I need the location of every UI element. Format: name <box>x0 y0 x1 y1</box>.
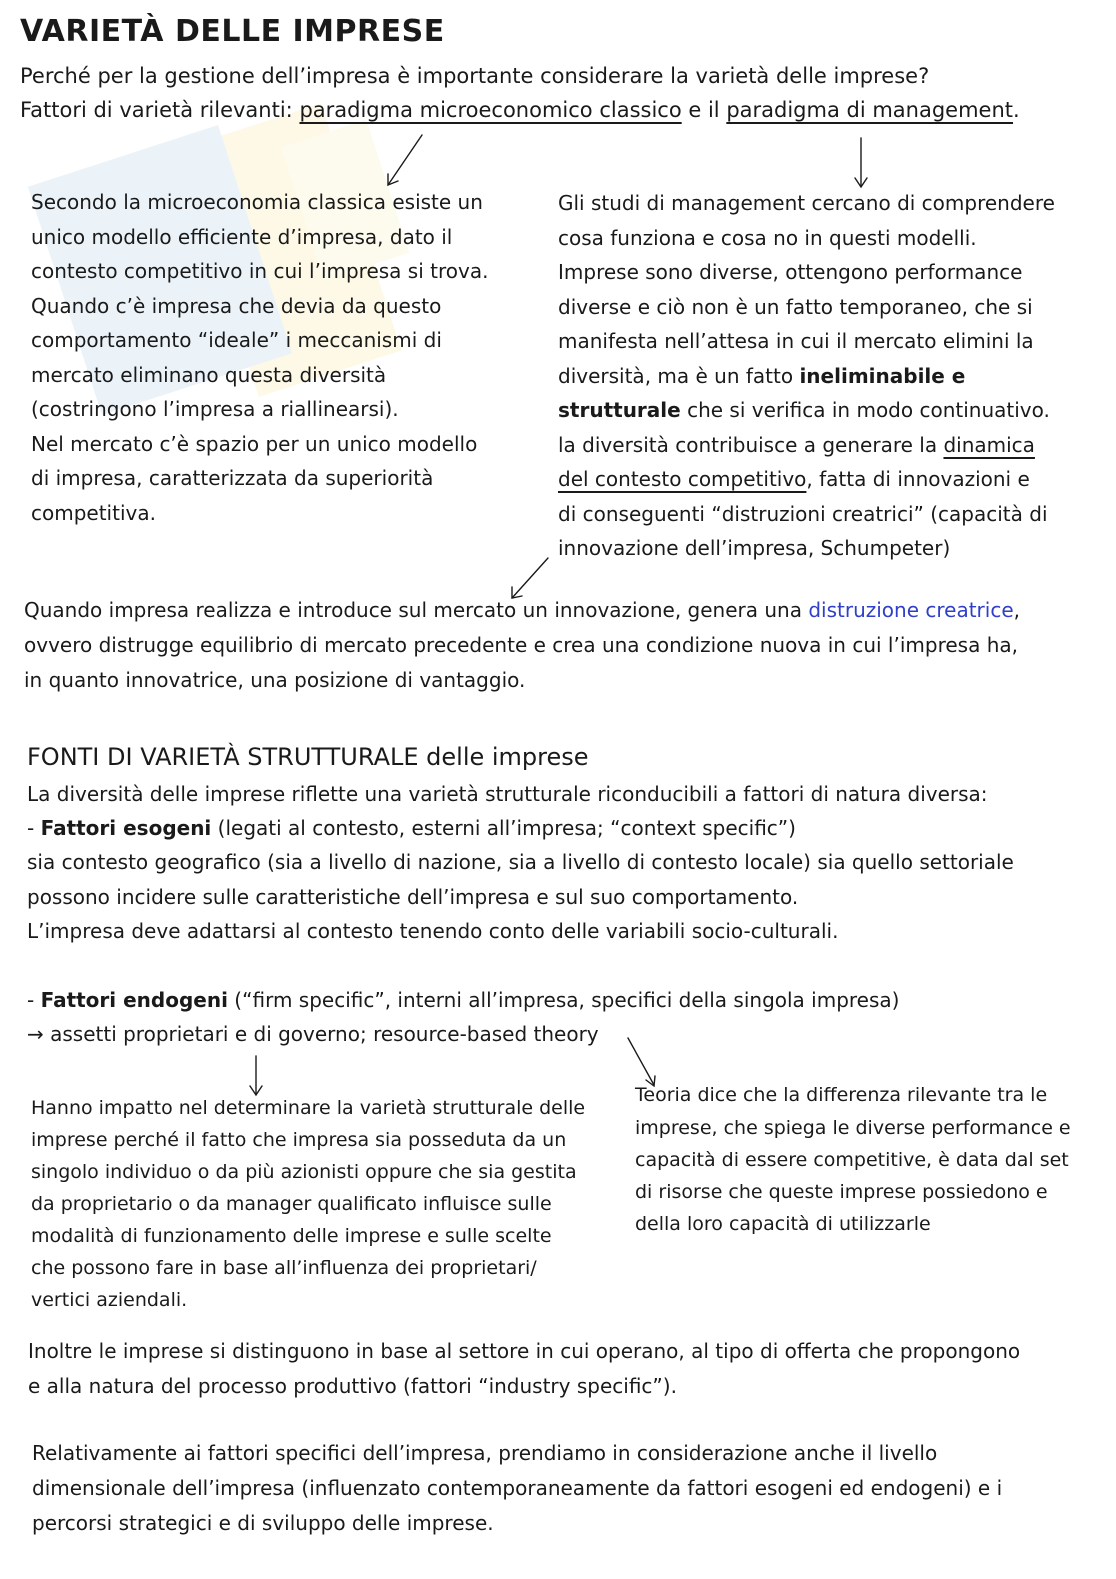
factors-end: . <box>1013 98 1020 122</box>
dimension-line: percorsi strategici e di sviluppo delle imprese. <box>32 1511 494 1535</box>
arrow-to-ownership-icon <box>250 1056 262 1095</box>
micro-line: comportamento “ideale” i meccanismi di <box>31 328 442 352</box>
mgmt-line: innovazione dell’impresa, Schumpeter) <box>558 536 951 560</box>
ownership-line: modalità di funzionamento delle imprese e sulle scelte <box>31 1225 552 1247</box>
mgmt-text: che si verifica in modo continuativo. <box>680 398 1050 422</box>
creative-line: ovvero distrugge equilibrio di mercato precedente e crea una condizione nuova in cui l’impresa ha, <box>24 633 1018 657</box>
exogenous-line: sia contesto geografico (sia a livello di nazione, sia a livello di contesto locale) sia quello settoriale <box>27 850 1014 874</box>
exogenous-desc: (legati al contesto, esterni all’impresa; “context specific”) <box>211 816 796 840</box>
micro-line: Quando c’è impresa che devia da questo <box>31 293 442 318</box>
mgmt-text: , fatta di innovazioni e <box>806 467 1030 491</box>
mgmt-line: diverse e ciò non è un fatto temporaneo, che si <box>558 294 1033 319</box>
arrow-to-micro-icon <box>388 135 422 185</box>
dimension-line: dimensionale dell’impresa (influenzato contemporaneamente da fattori esogeni ed endogeni) e i <box>32 1476 1003 1500</box>
ownership-line: che possono fare in base all’influenza dei proprietari/ <box>31 1257 537 1279</box>
section-heading: FONTI DI VARIETÀ STRUTTURALE delle imprese <box>27 743 589 771</box>
dash: - <box>27 816 41 840</box>
creative-text: , <box>1013 598 1020 622</box>
exogenous-line: L’impresa deve adattarsi al contesto tenendo conto delle variabili socio-culturali. <box>27 919 839 943</box>
theory-line: Teoria dice che la differenza rilevante tra le <box>635 1084 1048 1106</box>
exogenous-line: possono incidere sulle caratteristiche dell’impresa e sul suo comportamento. <box>27 884 799 909</box>
paradigm-micro-link: paradigma microeconomico classico <box>299 98 682 122</box>
ownership-line: da proprietario o da manager qualificato influisce sulle <box>31 1193 552 1215</box>
dash: - <box>27 988 41 1012</box>
industry-line: e alla natura del processo produttivo (fattori “industry specific”). <box>28 1374 677 1398</box>
mgmt-underlined: del contesto competitivo <box>558 467 807 491</box>
endogenous-desc: (“firm specific”, interni all’impresa, specifici della singola impresa) <box>227 988 900 1012</box>
mgmt-text: diversità, ma è un fatto <box>558 363 800 388</box>
micro-line: (costringono l’impresa a riallinearsi). <box>31 397 399 421</box>
arrow-to-creative-icon <box>512 558 548 598</box>
micro-line: unico modello efficiente d’impresa, dato il <box>31 224 453 249</box>
exogenous-label: Fattori esogeni <box>40 816 212 840</box>
mgmt-bold: strutturale <box>558 398 681 422</box>
micro-line: Secondo la microeconomia classica esiste un <box>31 190 483 214</box>
mgmt-bold: ineliminabile e <box>799 363 966 388</box>
endogenous-label: Fattori endogeni <box>40 988 228 1012</box>
creative-text: Quando impresa realizza e introduce sul mercato un innovazione, genera una <box>24 598 809 622</box>
factors-prefix: Fattori di varietà rilevanti: <box>20 98 300 122</box>
arrow-to-theory-icon <box>628 1038 655 1086</box>
mgmt-line: manifesta nell’attesa in cui il mercato elimini la <box>558 329 1034 353</box>
theory-line: capacità di essere competitive, è data dal set <box>635 1149 1069 1171</box>
theory-line: della loro capacità di utilizzarle <box>635 1213 931 1235</box>
mgmt-line: Imprese sono diverse, ottengono performance <box>558 260 1023 284</box>
paradigm-mgmt-link: paradigma di management <box>726 98 1014 122</box>
ownership-line: vertici aziendali. <box>31 1289 188 1311</box>
micro-line: Nel mercato c’è spazio per un unico modello <box>31 431 478 456</box>
ownership-line: Hanno impatto nel determinare la varietà strutturale delle <box>31 1097 586 1119</box>
mgmt-underlined: dinamica <box>943 432 1035 457</box>
factors-mid: e il <box>681 98 727 122</box>
dimension-line: Relativamente ai fattori specifici dell’impresa, prendiamo in considerazione anche il livello <box>32 1441 938 1465</box>
creative-line: in quanto innovatrice, una posizione di vantaggio. <box>24 668 526 692</box>
endogenous-line: → assetti proprietari e di governo; resource-based theory <box>27 1022 599 1046</box>
micro-line: contesto competitivo in cui l’impresa si trova. <box>31 259 489 283</box>
industry-line: Inoltre le imprese si distinguono in base al settore in cui operano, al tipo di offerta che propongono <box>28 1339 1021 1363</box>
micro-line: competitiva. <box>31 500 156 525</box>
creative-highlight: distruzione creatrice <box>808 598 1014 622</box>
intro-question: Perché per la gestione dell’impresa è importante considerare la varietà delle imprese? <box>20 64 930 88</box>
page-title: VARIETÀ DELLE IMPRESE <box>20 14 445 49</box>
mgmt-line: di conseguenti “distruzioni creatrici” (capacità di <box>558 501 1048 526</box>
mgmt-text: la diversità contribuisce a generare la <box>558 432 944 457</box>
micro-line: mercato eliminano questa diversità <box>31 362 387 387</box>
mgmt-line: Gli studi di management cercano di comprendere <box>558 191 1055 215</box>
micro-line: di impresa, caratterizzata da superiorità <box>31 466 434 490</box>
mgmt-line: cosa funziona e cosa no in questi modelli. <box>558 225 977 250</box>
arrow-to-management-icon <box>855 138 867 187</box>
section-intro: La diversità delle imprese riflette una varietà strutturale riconducibili a fattori di natura diversa: <box>27 782 988 806</box>
theory-line: imprese, che spiega le diverse performance e <box>635 1117 1071 1139</box>
ownership-line: imprese perché il fatto che impresa sia posseduta da un <box>31 1129 567 1151</box>
theory-line: di risorse che queste imprese possiedono e <box>635 1181 1048 1203</box>
ownership-line: singolo individuo o da più azionisti oppure che sia gestita <box>31 1161 577 1183</box>
